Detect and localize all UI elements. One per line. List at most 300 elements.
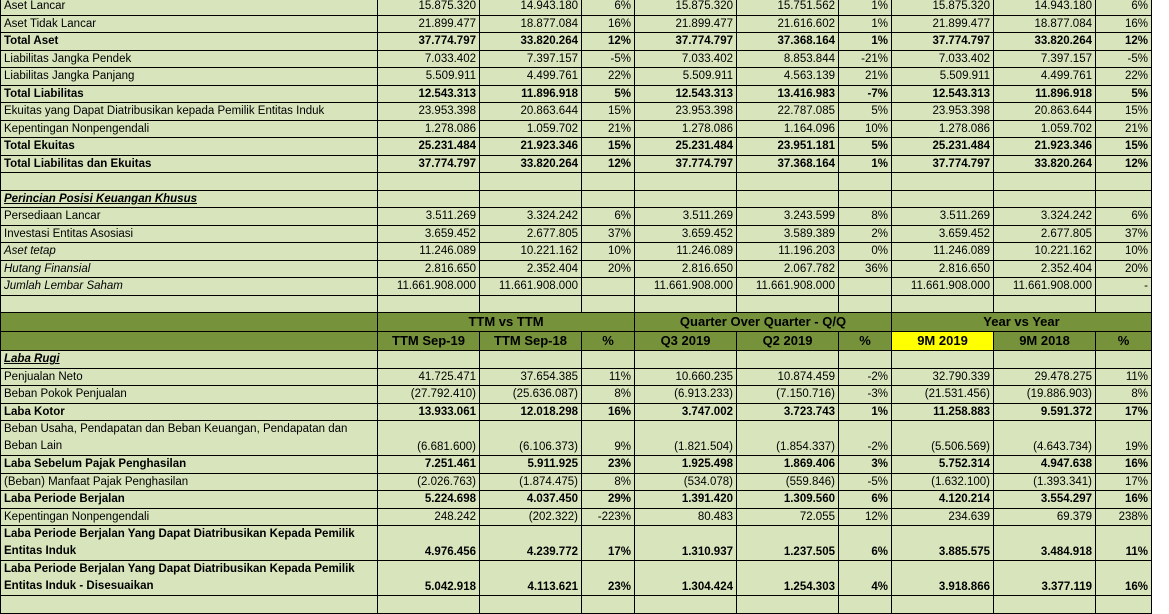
value-cell: 10.221.162 bbox=[480, 243, 582, 261]
value-cell: 3.659.452 bbox=[635, 225, 737, 243]
value-cell: 12% bbox=[839, 508, 892, 526]
row-label: Kepentingan Nonpengendali bbox=[1, 120, 378, 138]
value-cell: 5% bbox=[839, 138, 892, 156]
value-cell: 17% bbox=[582, 526, 635, 561]
value-cell: 5.224.698 bbox=[378, 491, 480, 509]
value-cell bbox=[480, 173, 582, 191]
value-cell: 15.751.562 bbox=[737, 0, 839, 15]
value-cell: 11% bbox=[582, 368, 635, 386]
row-label: Penjualan Neto bbox=[1, 368, 378, 386]
value-cell: 25.231.484 bbox=[635, 138, 737, 156]
value-cell: 21.923.346 bbox=[480, 138, 582, 156]
value-cell: 1% bbox=[839, 33, 892, 51]
table-row bbox=[1, 190, 1152, 208]
row-label: Laba Sebelum Pajak Penghasilan bbox=[1, 456, 378, 474]
value-cell: 9.591.372 bbox=[994, 403, 1096, 421]
row-label: Perincian Posisi Keuangan Khusus bbox=[1, 190, 378, 208]
value-cell: (27.792.410) bbox=[378, 386, 480, 404]
value-cell: 1.391.420 bbox=[635, 491, 737, 509]
value-cell: 11.896.918 bbox=[480, 85, 582, 103]
value-cell: (2.026.763) bbox=[378, 473, 480, 491]
value-cell bbox=[892, 295, 994, 313]
value-cell: 3.918.866 bbox=[892, 561, 994, 596]
table-row bbox=[1, 596, 1152, 614]
value-cell bbox=[892, 596, 994, 614]
value-cell bbox=[994, 190, 1096, 208]
value-cell: 2.677.805 bbox=[994, 225, 1096, 243]
table-row bbox=[1, 85, 1152, 103]
row-label: Aset tetap bbox=[1, 243, 378, 261]
value-cell: 3.723.743 bbox=[737, 403, 839, 421]
table-row bbox=[1, 295, 1152, 313]
value-cell: 10.874.459 bbox=[737, 368, 839, 386]
value-cell bbox=[839, 351, 892, 369]
value-cell: 37.368.164 bbox=[737, 155, 839, 173]
value-cell: 17% bbox=[1096, 473, 1152, 491]
value-cell: 4.120.214 bbox=[892, 491, 994, 509]
row-label: Aset Tidak Lancar bbox=[1, 15, 378, 33]
row-label: Hutang Finansial bbox=[1, 260, 378, 278]
value-cell: 15% bbox=[582, 103, 635, 121]
group-header-ttm: TTM vs TTM bbox=[378, 313, 635, 332]
value-cell: 15% bbox=[1096, 103, 1152, 121]
value-cell: 7.251.461 bbox=[378, 456, 480, 474]
value-cell: 15.875.320 bbox=[378, 0, 480, 15]
value-cell: 21.899.477 bbox=[378, 15, 480, 33]
value-cell: 3.747.002 bbox=[635, 403, 737, 421]
value-cell: 16% bbox=[1096, 15, 1152, 33]
row-label bbox=[1, 295, 378, 313]
table-row bbox=[1, 103, 1152, 121]
value-cell: 5.509.911 bbox=[635, 68, 737, 86]
header-spacer bbox=[1, 313, 378, 332]
value-cell: 20.863.644 bbox=[480, 103, 582, 121]
value-cell bbox=[582, 173, 635, 191]
value-cell: (21.531.456) bbox=[892, 386, 994, 404]
table-row bbox=[1, 208, 1152, 226]
value-cell bbox=[378, 190, 480, 208]
value-cell: 8% bbox=[839, 208, 892, 226]
row-label: Beban Pokok Penjualan bbox=[1, 386, 378, 404]
value-cell: 11.661.908.000 bbox=[737, 278, 839, 296]
income-header-section bbox=[1, 313, 1152, 351]
value-cell: 37% bbox=[582, 225, 635, 243]
value-cell: 5.752.314 bbox=[892, 456, 994, 474]
col-header-ttm-sep-19: TTM Sep-19 bbox=[378, 332, 480, 351]
value-cell bbox=[378, 596, 480, 614]
table-row bbox=[1, 421, 1152, 456]
balance-sheet-section bbox=[1, 0, 1152, 313]
value-cell: -2% bbox=[839, 421, 892, 456]
value-cell: 12.543.313 bbox=[378, 85, 480, 103]
value-cell: 6% bbox=[582, 0, 635, 15]
value-cell: 3.324.242 bbox=[480, 208, 582, 226]
row-label: Ekuitas yang Dapat Diatribusikan kepada Pemilik Entitas Induk bbox=[1, 103, 378, 121]
value-cell: 3.589.389 bbox=[737, 225, 839, 243]
value-cell: 37.654.385 bbox=[480, 368, 582, 386]
value-cell: 37.774.797 bbox=[635, 155, 737, 173]
value-cell bbox=[378, 173, 480, 191]
value-cell: 14.943.180 bbox=[480, 0, 582, 15]
value-cell: 21.923.346 bbox=[994, 138, 1096, 156]
value-cell: 36% bbox=[839, 260, 892, 278]
value-cell: 238% bbox=[1096, 508, 1152, 526]
value-cell: 10.660.235 bbox=[635, 368, 737, 386]
value-cell: 1.925.498 bbox=[635, 456, 737, 474]
table-row bbox=[1, 225, 1152, 243]
value-cell bbox=[1096, 173, 1152, 191]
value-cell: 23% bbox=[582, 456, 635, 474]
value-cell: 4.499.761 bbox=[480, 68, 582, 86]
value-cell: 25.231.484 bbox=[892, 138, 994, 156]
table-row bbox=[1, 120, 1152, 138]
row-label: Investasi Entitas Asosiasi bbox=[1, 225, 378, 243]
row-label: Laba Rugi bbox=[1, 351, 378, 369]
value-cell: -223% bbox=[582, 508, 635, 526]
table-row bbox=[1, 456, 1152, 474]
value-cell: 3.554.297 bbox=[994, 491, 1096, 509]
value-cell: 4.113.621 bbox=[480, 561, 582, 596]
value-cell: (19.886.903) bbox=[994, 386, 1096, 404]
value-cell: 1.059.702 bbox=[994, 120, 1096, 138]
value-cell: 4.037.450 bbox=[480, 491, 582, 509]
value-cell: 69.379 bbox=[994, 508, 1096, 526]
value-cell: 20.863.644 bbox=[994, 103, 1096, 121]
value-cell: 7.397.157 bbox=[994, 50, 1096, 68]
value-cell bbox=[378, 295, 480, 313]
value-cell: (6.681.600) bbox=[378, 421, 480, 456]
value-cell: 21.616.602 bbox=[737, 15, 839, 33]
value-cell: 23.953.398 bbox=[635, 103, 737, 121]
value-cell: 3.885.575 bbox=[892, 526, 994, 561]
value-cell bbox=[635, 190, 737, 208]
column-header-row bbox=[1, 332, 1152, 351]
value-cell: 20% bbox=[582, 260, 635, 278]
value-cell bbox=[1096, 190, 1152, 208]
value-cell bbox=[737, 596, 839, 614]
value-cell: 15% bbox=[1096, 138, 1152, 156]
value-cell bbox=[839, 190, 892, 208]
value-cell: 3% bbox=[839, 456, 892, 474]
col-header-qoq-pct: % bbox=[839, 332, 892, 351]
value-cell bbox=[839, 278, 892, 296]
table-row bbox=[1, 243, 1152, 261]
value-cell bbox=[582, 351, 635, 369]
value-cell bbox=[892, 173, 994, 191]
value-cell bbox=[1096, 295, 1152, 313]
value-cell bbox=[480, 190, 582, 208]
value-cell: 6% bbox=[839, 491, 892, 509]
value-cell: 1.278.086 bbox=[378, 120, 480, 138]
value-cell: 0% bbox=[839, 243, 892, 261]
row-label bbox=[1, 596, 378, 614]
group-header-qoq: Quarter Over Quarter - Q/Q bbox=[635, 313, 892, 332]
value-cell bbox=[480, 351, 582, 369]
value-cell bbox=[994, 295, 1096, 313]
value-cell: 16% bbox=[582, 403, 635, 421]
value-cell: 3.511.269 bbox=[892, 208, 994, 226]
value-cell bbox=[635, 295, 737, 313]
value-cell: 18.877.084 bbox=[994, 15, 1096, 33]
value-cell: 11% bbox=[1096, 368, 1152, 386]
col-header-q3-2019: Q3 2019 bbox=[635, 332, 737, 351]
value-cell: 1.164.096 bbox=[737, 120, 839, 138]
value-cell bbox=[1096, 596, 1152, 614]
table-row bbox=[1, 351, 1152, 369]
value-cell: 7.033.402 bbox=[378, 50, 480, 68]
value-cell: 23.953.398 bbox=[892, 103, 994, 121]
value-cell: 41.725.471 bbox=[378, 368, 480, 386]
value-cell: 1.309.560 bbox=[737, 491, 839, 509]
value-cell bbox=[737, 173, 839, 191]
value-cell: 16% bbox=[582, 15, 635, 33]
value-cell: 32.790.339 bbox=[892, 368, 994, 386]
value-cell: 5.042.918 bbox=[378, 561, 480, 596]
value-cell: 37.774.797 bbox=[892, 155, 994, 173]
value-cell: 3.511.269 bbox=[635, 208, 737, 226]
group-header-yoy: Year vs Year bbox=[892, 313, 1152, 332]
value-cell: 10% bbox=[582, 243, 635, 261]
value-cell: 19% bbox=[1096, 421, 1152, 456]
value-cell: 15.875.320 bbox=[892, 0, 994, 15]
value-cell: 3.659.452 bbox=[378, 225, 480, 243]
value-cell: 6% bbox=[1096, 0, 1152, 15]
value-cell: 2.816.650 bbox=[635, 260, 737, 278]
value-cell: (4.643.734) bbox=[994, 421, 1096, 456]
value-cell: 5.509.911 bbox=[378, 68, 480, 86]
table-row bbox=[1, 50, 1152, 68]
table-row bbox=[1, 561, 1152, 596]
value-cell bbox=[480, 596, 582, 614]
value-cell: 8% bbox=[582, 386, 635, 404]
table-row bbox=[1, 386, 1152, 404]
value-cell: 21% bbox=[582, 120, 635, 138]
value-cell: 3.243.599 bbox=[737, 208, 839, 226]
value-cell: 2.067.782 bbox=[737, 260, 839, 278]
value-cell bbox=[582, 190, 635, 208]
table-row bbox=[1, 526, 1152, 561]
value-cell: 5.509.911 bbox=[892, 68, 994, 86]
value-cell bbox=[892, 351, 994, 369]
value-cell: 1.869.406 bbox=[737, 456, 839, 474]
value-cell: 12.543.313 bbox=[892, 85, 994, 103]
value-cell: (1.874.475) bbox=[480, 473, 582, 491]
value-cell: 33.820.264 bbox=[480, 155, 582, 173]
table-row bbox=[1, 33, 1152, 51]
table-row bbox=[1, 0, 1152, 15]
value-cell: 22% bbox=[582, 68, 635, 86]
value-cell: 1.310.937 bbox=[635, 526, 737, 561]
col-header-q2-2019: Q2 2019 bbox=[737, 332, 839, 351]
value-cell: 21.899.477 bbox=[635, 15, 737, 33]
value-cell bbox=[635, 351, 737, 369]
value-cell: -5% bbox=[582, 50, 635, 68]
value-cell bbox=[994, 173, 1096, 191]
value-cell: 37.774.797 bbox=[892, 33, 994, 51]
value-cell: 33.820.264 bbox=[994, 155, 1096, 173]
value-cell: -21% bbox=[839, 50, 892, 68]
value-cell: 13.933.061 bbox=[378, 403, 480, 421]
value-cell bbox=[839, 173, 892, 191]
value-cell: 33.820.264 bbox=[480, 33, 582, 51]
value-cell: 37.774.797 bbox=[378, 33, 480, 51]
value-cell: 16% bbox=[1096, 491, 1152, 509]
value-cell: 10% bbox=[839, 120, 892, 138]
table-row bbox=[1, 368, 1152, 386]
value-cell: 72.055 bbox=[737, 508, 839, 526]
value-cell bbox=[635, 173, 737, 191]
value-cell: 1.059.702 bbox=[480, 120, 582, 138]
value-cell: -2% bbox=[839, 368, 892, 386]
value-cell: 3.511.269 bbox=[378, 208, 480, 226]
value-cell: 22% bbox=[1096, 68, 1152, 86]
value-cell: (6.913.233) bbox=[635, 386, 737, 404]
value-cell: 37.368.164 bbox=[737, 33, 839, 51]
row-label: Total Ekuitas bbox=[1, 138, 378, 156]
value-cell: 17% bbox=[1096, 403, 1152, 421]
value-cell: 12% bbox=[582, 33, 635, 51]
value-cell bbox=[737, 295, 839, 313]
value-cell: 5% bbox=[582, 85, 635, 103]
value-cell: (6.106.373) bbox=[480, 421, 582, 456]
value-cell: 2.677.805 bbox=[480, 225, 582, 243]
value-cell bbox=[635, 596, 737, 614]
value-cell: 11.661.908.000 bbox=[635, 278, 737, 296]
value-cell: 11.246.089 bbox=[892, 243, 994, 261]
value-cell: 29.478.275 bbox=[994, 368, 1096, 386]
value-cell bbox=[892, 190, 994, 208]
row-label: Liabilitas Jangka Pendek bbox=[1, 50, 378, 68]
value-cell: 10.221.162 bbox=[994, 243, 1096, 261]
value-cell: (25.636.087) bbox=[480, 386, 582, 404]
value-cell: 11.661.908.000 bbox=[994, 278, 1096, 296]
value-cell: 21% bbox=[839, 68, 892, 86]
value-cell: 2.816.650 bbox=[378, 260, 480, 278]
value-cell: 11% bbox=[1096, 526, 1152, 561]
value-cell: 15.875.320 bbox=[635, 0, 737, 15]
value-cell: 15% bbox=[582, 138, 635, 156]
value-cell: 1.278.086 bbox=[635, 120, 737, 138]
value-cell: 12.018.298 bbox=[480, 403, 582, 421]
value-cell: 4% bbox=[839, 561, 892, 596]
col-header-ttm-pct: % bbox=[582, 332, 635, 351]
value-cell: 8.853.844 bbox=[737, 50, 839, 68]
value-cell: 12% bbox=[1096, 155, 1152, 173]
value-cell: 3.659.452 bbox=[892, 225, 994, 243]
value-cell: 14.943.180 bbox=[994, 0, 1096, 15]
value-cell: (7.150.716) bbox=[737, 386, 839, 404]
value-cell: 37% bbox=[1096, 225, 1152, 243]
value-cell: 4.563.139 bbox=[737, 68, 839, 86]
value-cell: (1.854.337) bbox=[737, 421, 839, 456]
value-cell: 5% bbox=[1096, 85, 1152, 103]
value-cell: 37.774.797 bbox=[635, 33, 737, 51]
row-label: Total Aset bbox=[1, 33, 378, 51]
value-cell: 5.911.925 bbox=[480, 456, 582, 474]
value-cell: (559.846) bbox=[737, 473, 839, 491]
value-cell: 11.661.908.000 bbox=[480, 278, 582, 296]
value-cell: 11.258.883 bbox=[892, 403, 994, 421]
value-cell: 5% bbox=[839, 103, 892, 121]
table-row bbox=[1, 278, 1152, 296]
row-label: Kepentingan Nonpengendali bbox=[1, 508, 378, 526]
value-cell: 11.246.089 bbox=[378, 243, 480, 261]
row-label: Laba Periode Berjalan Yang Dapat Diatribusikan Kepada Pemilik Entitas Induk - Disesuaikan bbox=[1, 561, 378, 596]
col-header-yoy-pct: % bbox=[1096, 332, 1152, 351]
value-cell: 1.237.505 bbox=[737, 526, 839, 561]
value-cell bbox=[378, 351, 480, 369]
value-cell: 4.499.761 bbox=[994, 68, 1096, 86]
value-cell: 23.953.398 bbox=[378, 103, 480, 121]
value-cell bbox=[582, 596, 635, 614]
value-cell bbox=[839, 295, 892, 313]
table-row bbox=[1, 68, 1152, 86]
value-cell: 9% bbox=[582, 421, 635, 456]
value-cell: (1.821.504) bbox=[635, 421, 737, 456]
value-cell: 29% bbox=[582, 491, 635, 509]
value-cell: 2.352.404 bbox=[994, 260, 1096, 278]
value-cell: 1% bbox=[839, 0, 892, 15]
table-row bbox=[1, 173, 1152, 191]
value-cell bbox=[480, 295, 582, 313]
row-label: Total Liabilitas bbox=[1, 85, 378, 103]
col-header-9m-2018: 9M 2018 bbox=[994, 332, 1096, 351]
value-cell: 7.033.402 bbox=[892, 50, 994, 68]
value-cell: 6% bbox=[1096, 208, 1152, 226]
value-cell bbox=[737, 190, 839, 208]
table-row bbox=[1, 403, 1152, 421]
income-statement-section bbox=[1, 351, 1152, 614]
value-cell: 3.484.918 bbox=[994, 526, 1096, 561]
value-cell: 11.661.908.000 bbox=[892, 278, 994, 296]
value-cell: (202.322) bbox=[480, 508, 582, 526]
row-label: Laba Periode Berjalan Yang Dapat Diatribusikan Kepada Pemilik Entitas Induk bbox=[1, 526, 378, 561]
table-row bbox=[1, 491, 1152, 509]
value-cell: 11.246.089 bbox=[635, 243, 737, 261]
value-cell: 1.254.303 bbox=[737, 561, 839, 596]
value-cell: 2% bbox=[839, 225, 892, 243]
table-row bbox=[1, 138, 1152, 156]
value-cell: 7.397.157 bbox=[480, 50, 582, 68]
value-cell: 33.820.264 bbox=[994, 33, 1096, 51]
table-row bbox=[1, 260, 1152, 278]
value-cell: 37.774.797 bbox=[378, 155, 480, 173]
row-label: Aset Lancar bbox=[1, 0, 378, 15]
value-cell: -3% bbox=[839, 386, 892, 404]
value-cell bbox=[582, 295, 635, 313]
value-cell: 4.239.772 bbox=[480, 526, 582, 561]
value-cell: 25.231.484 bbox=[378, 138, 480, 156]
value-cell: 80.483 bbox=[635, 508, 737, 526]
value-cell: 234.639 bbox=[892, 508, 994, 526]
value-cell: -5% bbox=[1096, 50, 1152, 68]
row-label: Total Liabilitas dan Ekuitas bbox=[1, 155, 378, 173]
value-cell: 16% bbox=[1096, 456, 1152, 474]
row-label: Jumlah Lembar Saham bbox=[1, 278, 378, 296]
value-cell: 248.242 bbox=[378, 508, 480, 526]
value-cell: 1.278.086 bbox=[892, 120, 994, 138]
value-cell: -5% bbox=[839, 473, 892, 491]
row-label: Beban Usaha, Pendapatan dan Beban Keuangan, Pendapatan dan Beban Lain bbox=[1, 421, 378, 456]
value-cell: (5.506.569) bbox=[892, 421, 994, 456]
row-label bbox=[1, 173, 378, 191]
row-label: Laba Kotor bbox=[1, 403, 378, 421]
value-cell: (1.393.341) bbox=[994, 473, 1096, 491]
value-cell: 7.033.402 bbox=[635, 50, 737, 68]
value-cell: 4.976.456 bbox=[378, 526, 480, 561]
value-cell: 1% bbox=[839, 403, 892, 421]
value-cell: 16% bbox=[1096, 561, 1152, 596]
